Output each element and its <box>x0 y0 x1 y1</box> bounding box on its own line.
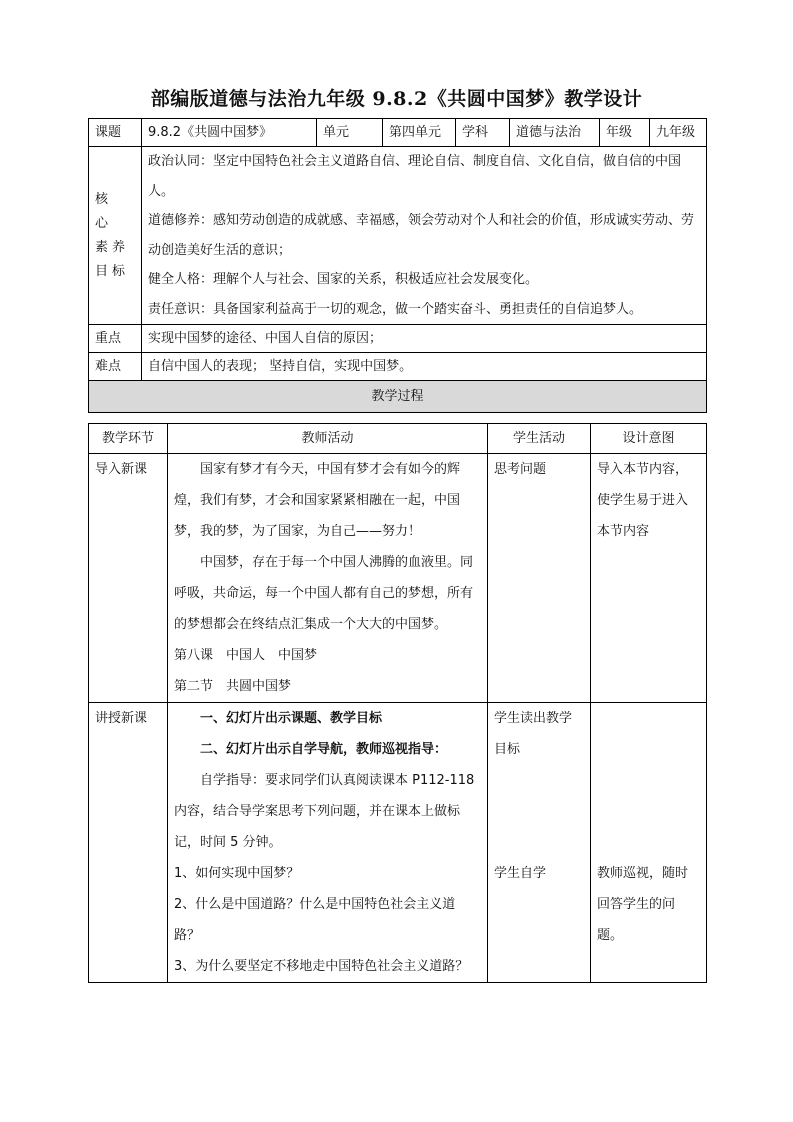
student-paragraph: 学生读出教学目标 <box>494 711 573 757</box>
intent-lecture <box>591 703 707 983</box>
goals-row <box>89 147 707 325</box>
student-paragraph: 学生自学 <box>494 866 547 881</box>
unit-label: 单元 <box>317 119 383 147</box>
grade-label: 年级 <box>600 119 650 147</box>
key-point-row <box>89 325 707 353</box>
unit-value: 第四单元 <box>383 119 456 147</box>
table-row <box>89 703 707 983</box>
col-intent: 设计意图 <box>591 424 707 454</box>
difficulty-label: 难点 <box>89 353 142 381</box>
teacher-paragraph: 2、什么是中国道路？什么是中国特色社会主义道路？ <box>174 897 456 943</box>
info-table <box>88 118 707 413</box>
subject-label: 学科 <box>456 119 510 147</box>
teacher-paragraph: 第八课 中国人 中国梦 <box>174 648 318 663</box>
spacer <box>597 703 700 858</box>
subject-value: 道德与法治 <box>510 119 600 147</box>
col-student: 学生活动 <box>488 424 591 454</box>
intent-paragraph: 导入本节内容，使学生易于进入本节内容 <box>597 462 689 539</box>
student-activity-intro <box>488 454 591 703</box>
topic-value: 9.8.2《共圆中国梦》 <box>142 119 317 147</box>
stage-intro: 导入新课 <box>89 454 168 703</box>
teacher-paragraph: 二、幻灯片出示自学导航，教师巡视指导： <box>200 742 448 757</box>
spacer <box>494 765 584 858</box>
teacher-activity-lecture <box>168 703 488 983</box>
grade-value: 九年级 <box>650 119 707 147</box>
col-teacher: 教师活动 <box>168 424 488 454</box>
page-title: 部编版道德与法治九年级 9.8.2《共圆中国梦》教学设计 <box>150 88 643 110</box>
col-stage: 教学环节 <box>89 424 168 454</box>
goals-label: 核 心 素养 目标 <box>89 147 142 325</box>
goals-content <box>142 147 707 325</box>
difficulty-row <box>89 353 707 381</box>
goal-responsibility: 责任意识：具备国家利益高于一切的观念，做一个踏实奋斗、勇担责任的自信追梦人。 <box>148 301 643 317</box>
teacher-paragraph: 国家有梦才有今天，中国有梦才会有如今的辉煌，我们有梦，才会和国家紧紧相融在一起，中国梦，我的梦，为了国家，为自己——努力！ <box>174 462 461 539</box>
goal-personality: 健全人格：理解个人与社会、国家的关系，积极适应社会发展变化。 <box>148 272 539 287</box>
info-row <box>89 119 707 147</box>
key-point-label: 重点 <box>89 325 142 353</box>
process-table <box>88 423 707 983</box>
teacher-paragraph: 自学指导：要求同学们认真阅读课本 P112-118内容，结合导学案思考下列问题，并在课本上做标记，时间 5 分钟。 <box>174 773 475 850</box>
student-activity-lecture <box>488 703 591 983</box>
difficulty-value: 自信中国人的表现； 坚持自信，实现中国梦。 <box>142 353 707 381</box>
stage-lecture: 讲授新课 <box>89 703 168 983</box>
teacher-activity-intro <box>168 454 488 703</box>
teacher-paragraph: 1、如何实现中国梦？ <box>174 866 300 881</box>
process-header: 教学过程 <box>89 381 707 413</box>
topic-label: 课题 <box>89 119 142 147</box>
goal-moral: 道德修养：感知劳动创造的成就感、幸福感，领会劳动对个人和社会的价值，形成诚实劳动、劳动创造美好生活的意识； <box>148 213 695 258</box>
student-paragraph: 思考问题 <box>494 462 547 477</box>
intent-intro <box>591 454 707 703</box>
teacher-paragraph: 一、幻灯片出示课题、教学目标 <box>200 711 383 726</box>
process-column-headers <box>89 424 707 454</box>
table-row <box>89 454 707 703</box>
process-header-row <box>89 381 707 413</box>
key-point-value: 实现中国梦的途径、中国人自信的原因； <box>142 325 707 353</box>
teacher-paragraph: 中国梦，存在于每一个中国人沸腾的血液里。同呼吸，共命运，每一个中国人都有自己的梦想，所有的梦想都会在终结点汇集成一个大大的中国梦。 <box>174 555 474 632</box>
goal-political: 政治认同：坚定中国特色社会主义道路自信、理论自信、制度自信、文化自信，做自信的中国人。 <box>148 154 682 199</box>
teacher-paragraph: 第二节 共圆中国梦 <box>174 679 292 694</box>
intent-paragraph: 教师巡视，随时回答学生的问题。 <box>597 866 689 943</box>
teacher-paragraph: 3、为什么要坚定不移地走中国特色社会主义道路？ <box>174 959 469 974</box>
